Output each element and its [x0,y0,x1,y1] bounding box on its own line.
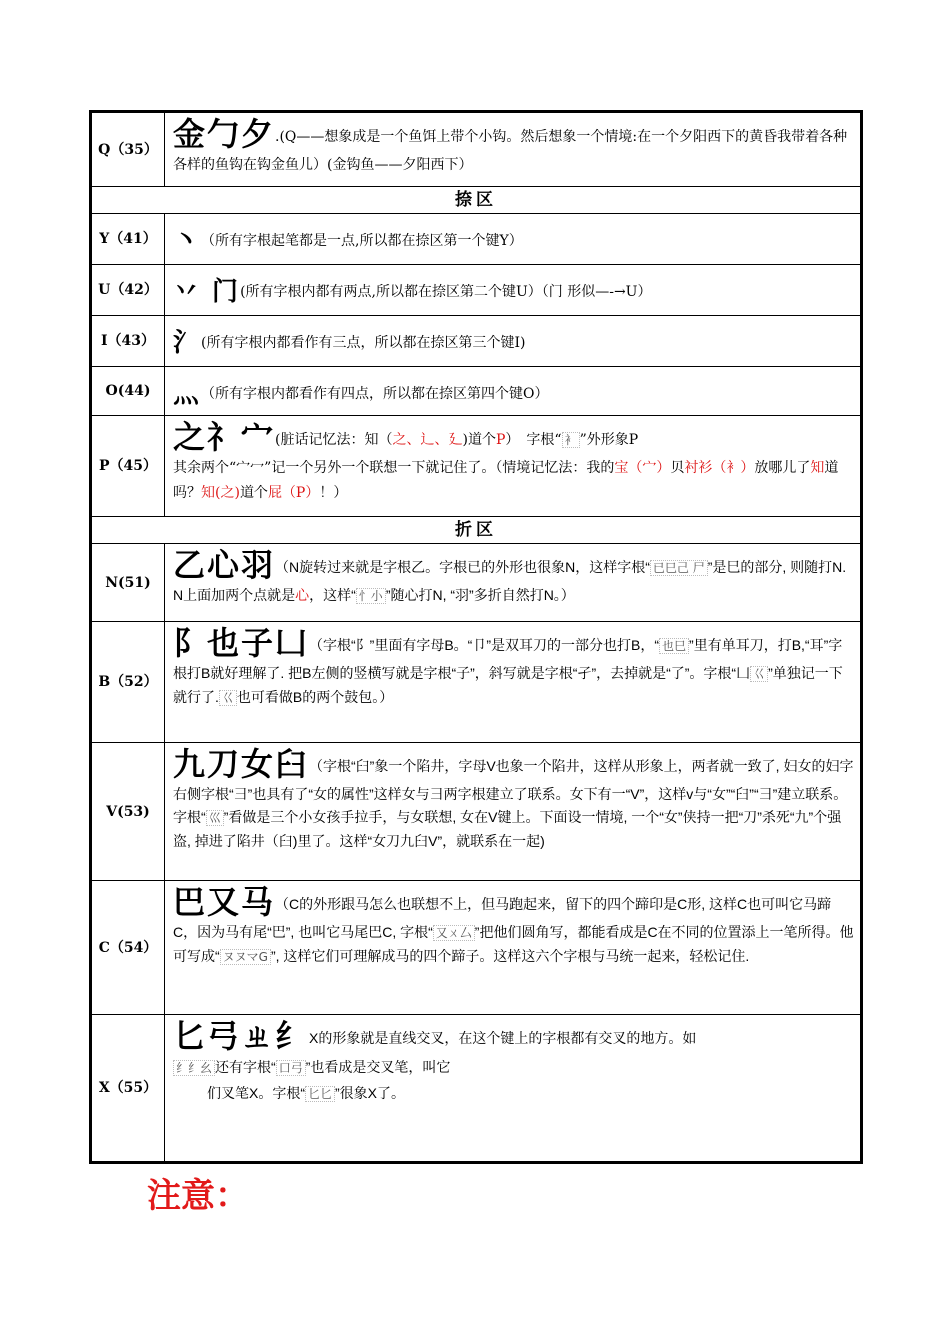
desc-n-t4: ”随心打N, “羽”多折自然打N。） [385,587,575,603]
desc-p-t6r: 衬衫（衤） [684,460,755,476]
radical-glyphs-c: 巴又马 [173,883,276,921]
radical-glyphs-q: 金勹夕 [173,115,276,153]
key-b: B（52） [92,622,165,742]
desc-i [165,316,860,366]
radical-glyphs-y: 丶 [173,226,202,256]
desc-b [165,622,860,742]
desc-p-t5r: 宝（宀） [614,460,671,476]
table-row-i [92,316,860,367]
desc-p-t3: ） 字根“ [505,432,562,448]
desc-b-t2: ”里有单耳刀，打B,“耳”字根打B就好理解了. 把B左侧的竖横写就是字根“子”，斜写就是字根“孑”，去掉就是“了”。字根“凵 [173,637,843,681]
inline-radical-image: 又ㄨ厶 [433,925,475,941]
section-header-pie: 捺区 [92,187,860,214]
desc-p-t6: 贝 [670,460,685,476]
desc-p-t8r: 知(之) [201,485,240,501]
radical-glyphs-o: 灬 [173,379,202,409]
desc-c [165,881,860,1014]
inline-radical-image: 忄小 [356,588,386,604]
desc-p-t4: ”外形象P [579,432,639,448]
table-row-n [92,544,860,622]
table-row-y [92,214,860,265]
desc-c-t2: ”把他们圆角写，都能看成是C在不同的位置添上一笔所得。他可写成“ [173,924,854,964]
radical-glyphs-p: 之礻宀 [173,418,276,456]
table-row-p [92,416,860,517]
desc-o-text: （所有字根内都看作有四点，所以都在捺区第四个键O） [201,386,549,402]
inline-radical-image: 巛 [206,810,224,826]
key-c: C（54） [92,881,165,1014]
desc-p-t1r: 之、辶、廴 [392,432,463,448]
key-u: U（42） [92,265,165,315]
desc-x-t3: ”也看成是交叉笔，叫它 [305,1059,451,1075]
desc-q [165,113,860,186]
table-row-v [92,743,860,881]
key-o: O(44) [92,367,165,415]
desc-i-text: (所有字根内都看作有三点，所以都在捺区第三个键I) [201,335,526,351]
radical-glyphs-u: 丷 门 [173,277,241,307]
desc-x-t5: ”很象X了。 [335,1085,406,1101]
desc-y [165,214,860,264]
desc-x-t4: 们叉笔X。字根“ [207,1085,305,1101]
key-v: V(53) [92,743,165,880]
desc-o [165,367,860,415]
desc-v-t1: （字根“臼”象一个陷井，字母V也象一个陷井，这样从形象上，两者就一致了, 妇女的妇字右侧字根“彐”也具有了“女的属性”这样女与彐两字根建立了联系。女下有一“V”，这样v与“女”“臼”“彐”建立联系。字根“ [173,758,854,825]
table-row-c [92,881,860,1015]
desc-n-t2r: 心 [295,587,310,603]
radical-glyphs-x: 匕弓ㄓ纟 [173,1017,310,1055]
desc-n-t2: ”是巳的部分, 则随打N. N上面加两个点就是 [173,559,847,603]
desc-x [165,1015,860,1161]
section-header-zhe: 折区 [92,517,860,544]
desc-p-t7: 放哪儿了 [754,460,811,476]
key-p: P（45） [92,416,165,516]
key-n: N(51) [92,544,165,621]
table-row-u [92,265,860,316]
key-q: Q（35） [92,113,165,186]
radical-table [89,110,863,1164]
desc-u-text: (所有字根内都有两点,所以都在捺区第二个键U）（门 形似—-→U） [240,284,652,300]
inline-radical-image: ヌヌマG [220,949,271,965]
desc-p-t1: (脏话记忆法：知（ [275,432,393,448]
desc-p [165,416,860,516]
radical-glyphs-b: 阝也子凵 [173,624,310,662]
inline-radical-image: 纟纟幺 [173,1060,215,1076]
desc-x-t2: 还有字根“ [215,1059,276,1075]
key-i: I（43） [92,316,165,366]
radical-glyphs-v: 九刀女臼 [173,745,310,783]
desc-p-t10: ！） [319,485,348,501]
desc-p-t8: 道吗？ [173,460,839,501]
desc-p-t9: 道个 [239,485,268,501]
desc-p-t9r: 屁（P） [267,485,320,501]
table-row-b [92,622,860,743]
inline-radical-image: 巜 [750,666,768,682]
inline-radical-image: 匕匕 [305,1086,335,1102]
inline-radical-image: 也巳 [659,638,689,654]
radical-glyphs-n: 乙心羽 [173,546,276,584]
desc-b-t3: ”单独记一下就行了. [173,665,843,705]
table-row-o [92,367,860,416]
desc-c-t3: ”, 这样它们可理解成马的四个蹄子。这样这六个字根与马统一起来，轻松记住. [270,948,750,964]
desc-c-t1: （C的外形跟马怎么也联想不上，但马跑起来，留下的四个蹄印是C形, 这样C也可叫它马蹄C，因为马有尾“巴”, 也叫它马尾巴C, 字根“ [173,896,832,940]
note-heading: 注意： [147,1176,249,1216]
desc-p-t2: )道个 [462,432,496,448]
key-y: Y（41） [92,214,165,264]
desc-n-t3: ，这样“ [309,587,356,603]
table-row-x [92,1015,860,1161]
inline-radical-image: 巜 [219,690,237,706]
desc-v [165,743,860,880]
desc-x-t1: X的形象就是直线交叉，在这个键上的字根都有交叉的地方。如 [309,1030,697,1046]
inline-radical-image: 口弓 [276,1060,306,1076]
desc-q-text: .(Q——想象成是一个鱼饵上带个小钩。然后想象一个情境:在一个夕阳西下的黄昏我带着各种各样的鱼钩在钩金鱼儿）(金钩鱼——夕阳西下） [173,129,848,173]
desc-p-t5: 其余两个“宀冖”记一个另外一个联想一下就记住了。（情境记忆法：我的 [173,460,615,476]
inline-radical-image: 衤 [562,432,580,448]
desc-p-t2r: P [495,432,506,448]
desc-b-t1: （字根“阝”里面有字母B。“卩”是双耳刀的一部分也打B，“ [309,637,660,653]
desc-u [165,265,860,315]
desc-p-t7r: 知 [810,460,825,476]
desc-n-t1: （N旋转过来就是字根乙。字根已的外形也很象N，这样字根“ [275,559,650,575]
key-x: X（55） [92,1015,165,1161]
table-row-q [92,113,860,187]
inline-radical-image: 已巳己 尸 [650,560,708,576]
radical-glyphs-i: 氵 [173,328,202,358]
desc-b-t4: 也可看做B的两个鼓包。） [236,689,394,705]
desc-y-text: （所有字根起笔都是一点,所以都在捺区第一个键Y） [201,233,523,249]
desc-n [165,544,860,621]
desc-v-t2: ”看做是三个小女孩手拉手，与女联想, 女在V键上。下面设一情境, 一个“女”侠持一把“刀”杀死“九”个强盗, 掉进了陷井（臼)里了。这样“女刀九臼V”，就联系在一起) [173,809,842,849]
